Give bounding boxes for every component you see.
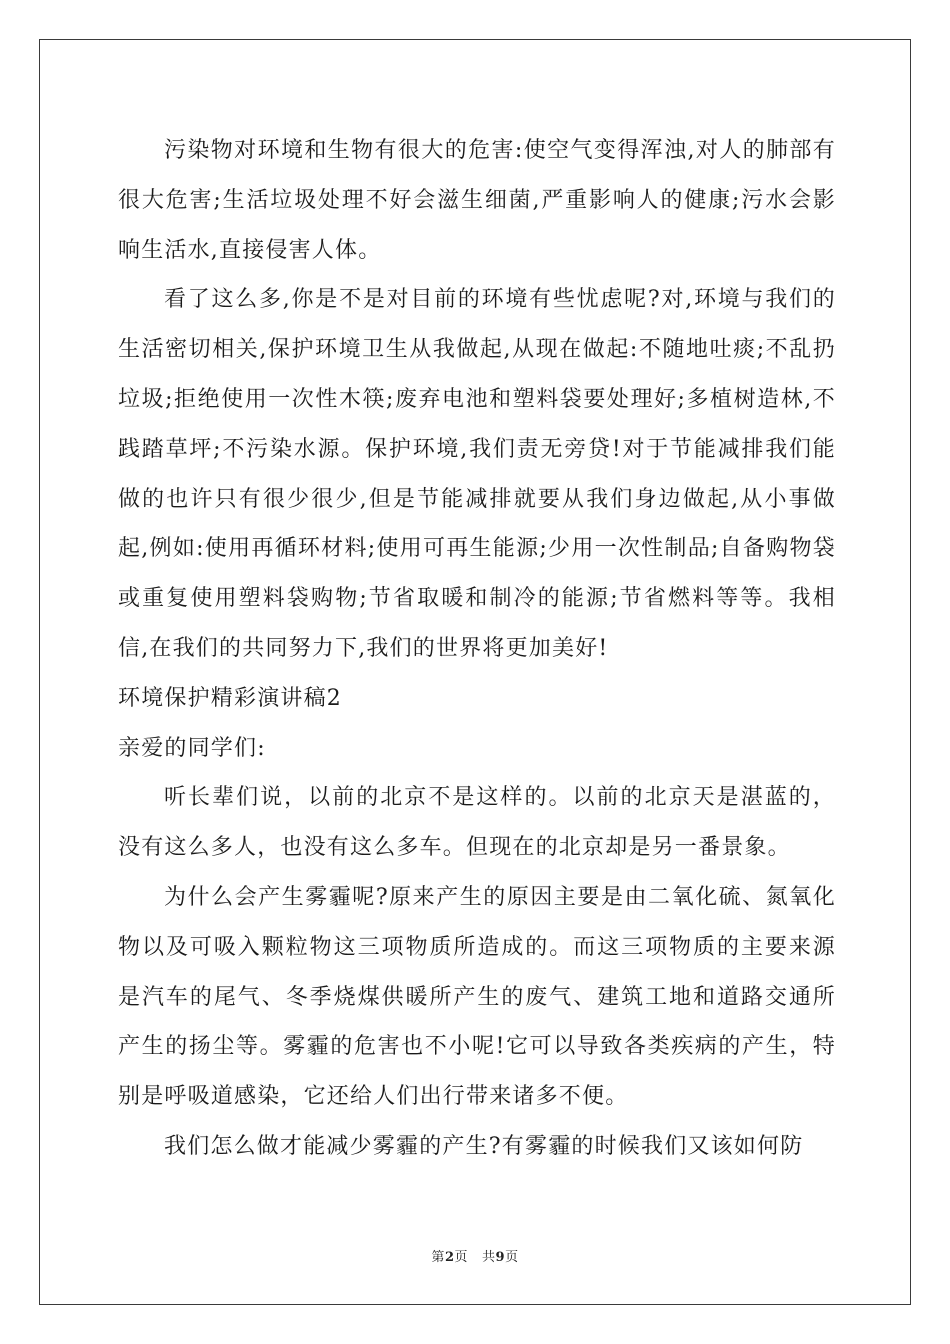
total-prefix: 共: [482, 1250, 496, 1265]
paragraph-pollution-harm: 污染物对环境和生物有很大的危害:使空气变得浑浊,对人的肺部有很大危害;生活垃圾处理不好会滋生细菌,严重影响人的健康;污水会影响生活水,直接侵害人体。: [118, 138, 836, 263]
section-title: 环境保护精彩演讲稿2: [118, 685, 342, 711]
total-pages: 9: [495, 1250, 506, 1265]
page-number: 2: [444, 1250, 455, 1265]
page-prefix: 第: [431, 1250, 445, 1265]
page-footer: [0, 1246, 950, 1265]
document-body: [118, 126, 836, 1172]
paragraph-smog-causes: 为什么会产生雾霾呢?原来产生的原因主要是由二氧化硫、氮氧化物以及可吸入颗粒物这三项物质所造成的。而这三项物质的主要来源是汽车的尾气、冬季烧煤供暖所产生的废气、建筑工地和道路交通所产生的扬尘等。雾霾的危害也不小呢!它可以导致各类疾病的产生，特别是呼吸道感染，它还给人们出行带来诸多不便。: [118, 884, 836, 1110]
paragraph-beijing-past: 听长辈们说，以前的北京不是这样的。以前的北京天是湛蓝的，没有这么多人，也没有这么多车。但现在的北京却是另一番景象。: [118, 785, 836, 861]
total-suffix: 页: [505, 1250, 519, 1265]
page-suffix: 页: [454, 1250, 468, 1265]
salutation: 亲爱的同学们:: [118, 735, 266, 761]
paragraph-smog-prevention: 我们怎么做才能减少雾霾的产生?有雾霾的时候我们又该如何防: [164, 1133, 804, 1159]
paragraph-protect-environment: 看了这么多,你是不是对目前的环境有些忧虑呢?对,环境与我们的生活密切相关,保护环境卫生从我做起,从现在做起:不随地吐痰;不乱扔垃圾;拒绝使用一次性木筷;废弃电池和塑料袋要处理好;多植树造林,不践踏草坪;不污染水源。保护环境,我们责无旁贷!对于节能减排我们能做的也许只有很少很少,但是节能减排就要从我们身边做起,从小事做起,例如:使用再循环材料;使用可再生能源;少用一次性制品;自备购物袋或重复使用塑料袋购物;节省取暖和制冷的能源;节省燃料等等。我相信,在我们的共同努力下,我们的世界将更加美好!: [118, 287, 836, 661]
